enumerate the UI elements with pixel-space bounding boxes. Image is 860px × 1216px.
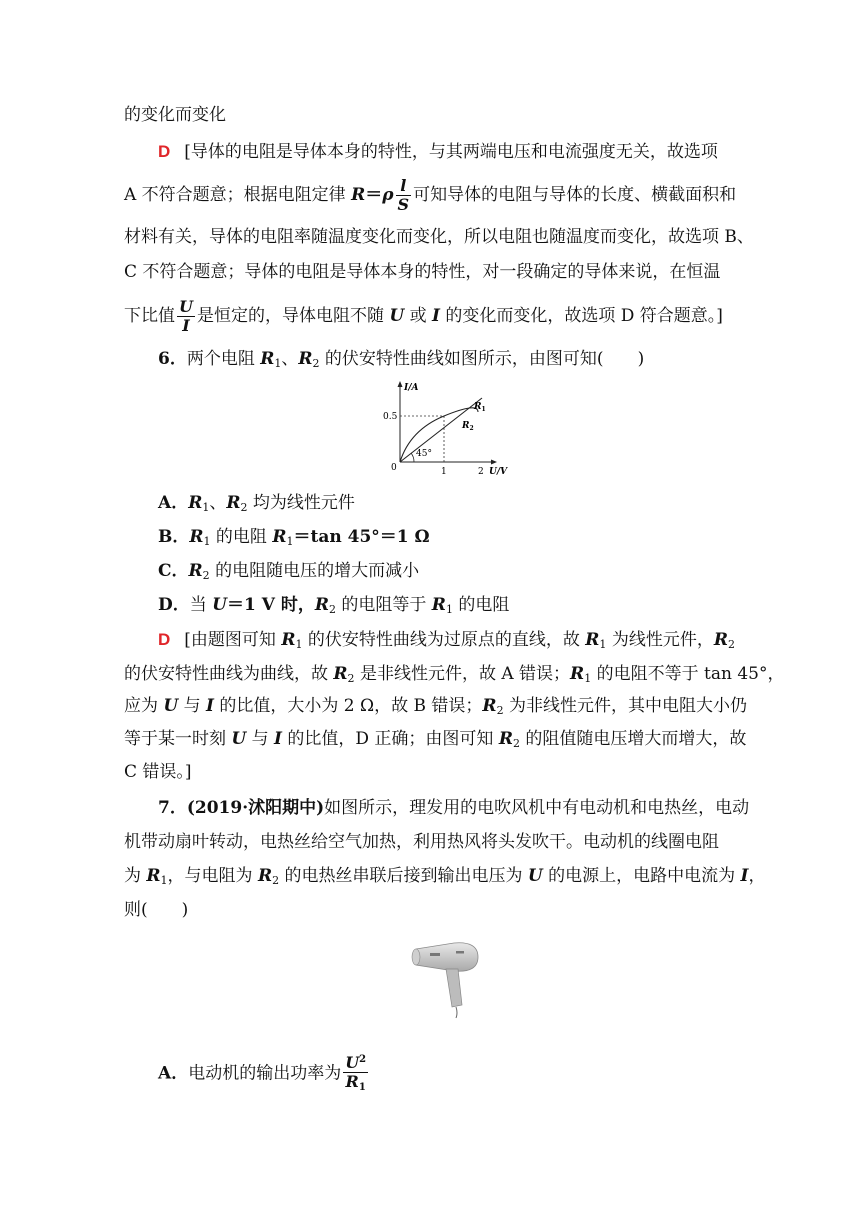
q5-explanation-line2: A 不符合题意；根据电阻定律 R＝ρ $\frac{l}{S}$ 可知导体的电阻与导体的长度、横截面积和 — [124, 176, 737, 214]
angle-label: 45° — [416, 449, 432, 459]
q6-stem: 6．两个电阻 $R_1$、$R_2$ 的伏安特性曲线如图所示，由图可知( ) — [158, 349, 645, 370]
q6-option-c: C．$R_2$ 的电阻随电压的增大而减小 — [158, 561, 420, 582]
q7-stem-line2: 机带动扇叶转动，电热丝给空气加热，利用热风将头发吹干。电动机的线圈电阻 — [124, 832, 719, 852]
q5-explanation-line3: 材料有关，导体的电阻率随温度变化而变化，所以电阻也随温度而变化，故选项 B、 — [124, 227, 754, 247]
q6-answer-letter: D — [158, 630, 171, 649]
angle-arc — [411, 453, 414, 462]
hair-dryer-image — [410, 935, 482, 1019]
q6-explanation-line3: 应为 U 与 I 的比值，大小为 2 Ω，故 B 错误；$R_2$ 为非线性元件，其中电阻大小仍 — [124, 696, 747, 717]
q7-stem-line4: 则( ) — [124, 900, 189, 920]
q5-explanation-line5: 下比值 $\frac{U}{I}$ 是恒定的，导体电阻不随 U 或 I 的变化而变化，故选项 D 符合题意。] — [124, 297, 723, 335]
x-tick-label-2: 2 — [478, 467, 484, 477]
x-axis-arrow — [491, 460, 497, 465]
fraction-U2-over-R1: $\frac{U^2}{R_1}$ — [345, 1053, 367, 1093]
r1-label: $R_1$ — [474, 402, 486, 413]
q5-answer-letter: D — [158, 142, 171, 161]
q6-option-d: D．当 U＝1 V 时，$R_2$ 的电阻等于 $R_1$ 的电阻 — [158, 595, 510, 616]
q5-explanation-line4: C 不符合题意；导体的电阻是导体本身的特性，对一段确定的导体来说，在恒温 — [124, 262, 721, 282]
y-tick-label: 0.5 — [383, 412, 398, 422]
y-axis-label: I/A — [404, 383, 419, 393]
fraction-l-over-S: $\frac{l}{S}$ — [397, 176, 410, 214]
q5-explanation-line1: D [导体的电阻是导体本身的特性，与其两端电压和电流强度无关，故选项 — [158, 142, 718, 162]
q6-explanation-line2: 的伏安特性曲线为曲线，故 $R_2$ 是非线性元件，故 A 错误；$R_1$ 的电阻不等于 tan 45°， — [124, 664, 785, 685]
x-tick-label-1: 1 — [441, 467, 447, 477]
r2-label: $R_2$ — [462, 421, 474, 432]
y-axis-arrow — [398, 381, 403, 387]
fraction-U-over-I: $\frac{U}{I}$ — [179, 297, 193, 335]
q6-explanation-line4: 等于某一时刻 U 与 I 的比值，D 正确；由图可知 $R_2$ 的阻值随电压增大而增大，故 — [124, 729, 747, 750]
q6-explanation-line1: D [由题图可知 $R_1$ 的伏安特性曲线为过原点的直线，故 $R_1$ 为线性元件，$R_2$ — [158, 630, 735, 651]
x-axis-label: U/V — [489, 467, 508, 477]
q6-option-b: B．$R_1$ 的电阻 $R_1=\tan$ 45°＝1 Ω — [158, 527, 430, 548]
q6-explanation-line5: C 错误。] — [124, 762, 192, 782]
q7-stem-line1: 7．(2019·沭阳期中)如图所示，理发用的电吹风机中有电动机和电热丝，电动 — [158, 798, 750, 818]
iv-characteristic-graph — [378, 378, 518, 478]
q6-option-a: A．$R_1$、$R_2$ 均为线性元件 — [158, 493, 355, 514]
q7-stem-line3: 为 $R_1$，与电阻为 $R_2$ 的电热丝串联后接到输出电压为 U 的电源上，电路中电流为 I， — [124, 866, 766, 887]
q7-option-a: A．电动机的输出功率为 $\frac{U^2}{R_1}$ — [158, 1051, 370, 1097]
origin-label: 0 — [391, 463, 397, 473]
q5-text-line0: 的变化而变化 — [124, 105, 226, 125]
